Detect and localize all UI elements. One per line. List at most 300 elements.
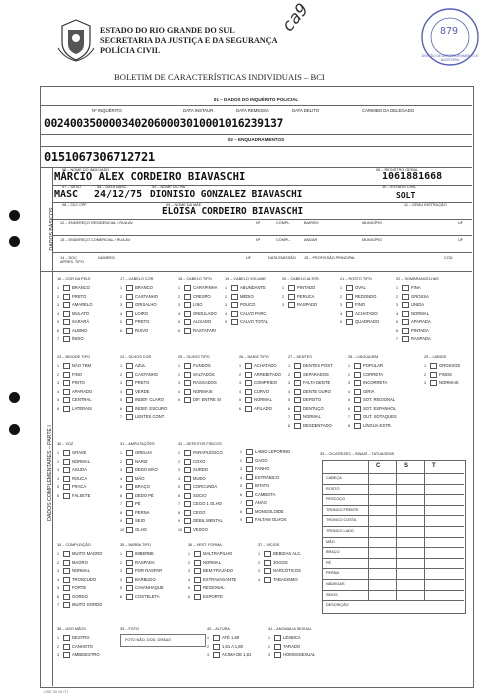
checkbox-option[interactable] — [225, 318, 268, 327]
checkbox[interactable] — [184, 450, 191, 456]
checkbox-option[interactable] — [57, 593, 102, 602]
checkbox[interactable] — [246, 474, 253, 480]
checkbox[interactable] — [63, 397, 70, 403]
checkbox-option[interactable] — [120, 550, 164, 559]
checkbox-option[interactable] — [178, 458, 223, 467]
checkbox-option[interactable] — [178, 362, 221, 371]
checkbox[interactable] — [126, 294, 133, 300]
checkbox-option[interactable] — [120, 301, 158, 310]
checkbox-option[interactable] — [178, 371, 221, 380]
checkbox[interactable] — [126, 459, 133, 465]
checkbox-option[interactable] — [120, 500, 158, 509]
checkbox[interactable] — [63, 476, 70, 482]
checkbox[interactable] — [126, 414, 133, 420]
sexo-value[interactable]: MASC — [54, 189, 79, 200]
checkbox-option[interactable] — [57, 293, 92, 302]
checkbox-option[interactable] — [57, 634, 100, 643]
checkbox-option[interactable] — [396, 335, 439, 344]
checkbox[interactable] — [430, 380, 437, 386]
checkbox-option[interactable] — [207, 634, 251, 643]
checkbox[interactable] — [63, 602, 70, 608]
checkbox-option[interactable] — [57, 643, 100, 652]
checkbox-option[interactable] — [239, 362, 281, 371]
checkbox[interactable] — [231, 302, 238, 308]
checkbox-option[interactable] — [225, 310, 268, 319]
checkbox-option[interactable] — [57, 362, 92, 371]
checkbox[interactable] — [245, 389, 252, 395]
checkbox-option[interactable] — [57, 492, 90, 501]
checkbox-option[interactable] — [57, 379, 92, 388]
checkbox[interactable] — [184, 372, 191, 378]
checkbox[interactable] — [126, 594, 133, 600]
checkbox-option[interactable] — [120, 310, 158, 319]
checkbox[interactable] — [402, 302, 409, 308]
checkbox-option[interactable] — [268, 643, 315, 652]
checkbox-option[interactable] — [178, 517, 223, 526]
checkbox-option[interactable] — [57, 475, 90, 484]
checkbox-option[interactable] — [396, 318, 439, 327]
checkbox-option[interactable] — [340, 284, 379, 293]
checkbox[interactable] — [184, 476, 191, 482]
checkbox[interactable] — [126, 389, 133, 395]
checkbox[interactable] — [354, 363, 361, 369]
checkbox-option[interactable] — [120, 327, 158, 336]
checkbox-option[interactable] — [120, 584, 164, 593]
checkbox[interactable] — [264, 551, 271, 557]
checkbox-option[interactable] — [178, 327, 217, 336]
checkbox-option[interactable] — [225, 301, 268, 310]
checkbox[interactable] — [126, 372, 133, 378]
checkbox-option[interactable] — [120, 593, 164, 602]
checkbox-option[interactable] — [57, 458, 90, 467]
checkbox-option[interactable] — [120, 483, 158, 492]
checkbox-option[interactable] — [424, 362, 460, 371]
checkbox-option[interactable] — [396, 301, 439, 310]
checkbox-option[interactable] — [240, 448, 290, 457]
checkbox-option[interactable] — [282, 284, 320, 293]
checkbox[interactable] — [126, 311, 133, 317]
checkbox[interactable] — [264, 560, 271, 566]
checkbox[interactable] — [126, 476, 133, 482]
checkbox-option[interactable] — [348, 371, 397, 380]
checkbox[interactable] — [245, 380, 252, 386]
checkbox[interactable] — [294, 380, 301, 386]
checkbox[interactable] — [63, 319, 70, 325]
checkbox[interactable] — [231, 294, 238, 300]
checkbox[interactable] — [430, 363, 437, 369]
checkbox[interactable] — [184, 328, 191, 334]
checkbox-option[interactable] — [282, 301, 320, 310]
checkbox[interactable] — [184, 389, 191, 395]
checkbox-option[interactable] — [178, 492, 223, 501]
checkbox-option[interactable] — [340, 318, 379, 327]
checkbox-option[interactable] — [240, 457, 290, 466]
checkbox[interactable] — [63, 302, 70, 308]
checkbox-option[interactable] — [340, 301, 379, 310]
checkbox[interactable] — [63, 450, 70, 456]
checkbox-option[interactable] — [240, 482, 290, 491]
checkbox[interactable] — [274, 644, 281, 650]
checkbox[interactable] — [246, 466, 253, 472]
checkbox[interactable] — [354, 406, 361, 412]
checkbox[interactable] — [126, 585, 133, 591]
checkbox[interactable] — [194, 585, 201, 591]
checkbox[interactable] — [63, 652, 70, 658]
checkbox-option[interactable] — [348, 379, 397, 388]
checkbox-option[interactable] — [188, 576, 236, 585]
checkbox-option[interactable] — [288, 396, 333, 405]
checkbox[interactable] — [184, 467, 191, 473]
checkbox-option[interactable] — [396, 293, 439, 302]
checkbox[interactable] — [213, 652, 220, 658]
checkbox-option[interactable] — [57, 584, 102, 593]
checkbox-option[interactable] — [178, 500, 223, 509]
g39-field[interactable]: FOTO NÃO, DOD. GRÁAO — [120, 634, 206, 646]
checkbox-option[interactable] — [288, 362, 333, 371]
checkbox-option[interactable] — [288, 388, 333, 397]
checkbox-option[interactable] — [120, 492, 158, 501]
checkbox-option[interactable] — [57, 327, 92, 336]
checkbox-option[interactable] — [57, 388, 92, 397]
checkbox-option[interactable] — [57, 576, 102, 585]
checkbox[interactable] — [63, 336, 70, 342]
checkbox[interactable] — [231, 311, 238, 317]
checkbox-option[interactable] — [57, 550, 102, 559]
checkbox[interactable] — [354, 380, 361, 386]
checkbox[interactable] — [246, 449, 253, 455]
checkbox[interactable] — [63, 294, 70, 300]
checkbox-option[interactable] — [57, 335, 92, 344]
checkbox[interactable] — [402, 336, 409, 342]
checkbox-option[interactable] — [57, 405, 92, 414]
checkbox-option[interactable] — [282, 293, 320, 302]
checkbox[interactable] — [184, 302, 191, 308]
checkbox[interactable] — [264, 568, 271, 574]
checkbox[interactable] — [194, 560, 201, 566]
checkbox-option[interactable] — [268, 651, 315, 660]
checkbox[interactable] — [402, 285, 409, 291]
checkbox[interactable] — [245, 397, 252, 403]
checkbox[interactable] — [126, 467, 133, 473]
checkbox[interactable] — [288, 294, 295, 300]
checkbox-option[interactable] — [188, 567, 236, 576]
checkbox-option[interactable] — [120, 318, 158, 327]
checkbox[interactable] — [184, 363, 191, 369]
checkbox[interactable] — [63, 380, 70, 386]
checkbox-option[interactable] — [178, 318, 217, 327]
checkbox-option[interactable] — [258, 550, 301, 559]
checkbox-option[interactable] — [207, 651, 251, 660]
checkbox[interactable] — [126, 302, 133, 308]
checkbox[interactable] — [63, 635, 70, 641]
checkbox-option[interactable] — [178, 449, 223, 458]
checkbox[interactable] — [346, 302, 353, 308]
checkbox[interactable] — [63, 285, 70, 291]
checkbox[interactable] — [246, 491, 253, 497]
checkbox[interactable] — [126, 518, 133, 524]
checkbox-option[interactable] — [57, 284, 92, 293]
inquerito-handwritten[interactable]: 0024003500003402060003010001016239137 — [44, 116, 283, 130]
checkbox[interactable] — [126, 577, 133, 583]
checkbox[interactable] — [402, 311, 409, 317]
checkbox[interactable] — [354, 397, 361, 403]
checkbox[interactable] — [63, 484, 70, 490]
checkbox[interactable] — [126, 397, 133, 403]
checkbox[interactable] — [63, 644, 70, 650]
checkbox-option[interactable] — [178, 310, 217, 319]
checkbox[interactable] — [354, 372, 361, 378]
checkbox[interactable] — [126, 285, 133, 291]
checkbox-option[interactable] — [178, 388, 221, 397]
checkbox-option[interactable] — [396, 310, 439, 319]
checkbox[interactable] — [63, 493, 70, 499]
checkbox[interactable] — [126, 510, 133, 516]
checkbox[interactable] — [245, 363, 252, 369]
checkbox[interactable] — [246, 517, 253, 523]
checkbox[interactable] — [346, 285, 353, 291]
checkbox-option[interactable] — [57, 318, 92, 327]
checkbox[interactable] — [126, 560, 133, 566]
checkbox[interactable] — [246, 457, 253, 463]
checkbox[interactable] — [354, 389, 361, 395]
checkbox[interactable] — [194, 568, 201, 574]
enquadramento-value[interactable]: 0151067306712721 — [44, 150, 155, 164]
checkbox-option[interactable] — [348, 388, 397, 397]
nasc-value[interactable]: 24/12/75 — [94, 189, 143, 200]
checkbox-option[interactable] — [348, 362, 397, 371]
checkbox[interactable] — [63, 551, 70, 557]
checkbox-option[interactable] — [348, 422, 397, 431]
checkbox[interactable] — [294, 423, 301, 429]
checkbox-option[interactable] — [396, 284, 439, 293]
checkbox-option[interactable] — [178, 475, 223, 484]
checkbox[interactable] — [354, 423, 361, 429]
checkbox[interactable] — [63, 406, 70, 412]
checkbox[interactable] — [402, 328, 409, 334]
checkbox-option[interactable] — [239, 388, 281, 397]
checkbox[interactable] — [402, 319, 409, 325]
checkbox-option[interactable] — [178, 526, 223, 535]
checkbox-option[interactable] — [239, 379, 281, 388]
checkbox-option[interactable] — [178, 396, 221, 405]
checkbox[interactable] — [63, 311, 70, 317]
checkbox-option[interactable] — [57, 310, 92, 319]
checkbox-option[interactable] — [288, 405, 333, 414]
checkbox-option[interactable] — [188, 559, 236, 568]
checkbox[interactable] — [346, 294, 353, 300]
checkbox-option[interactable] — [424, 379, 460, 388]
checkbox-option[interactable] — [225, 293, 268, 302]
checkbox[interactable] — [184, 285, 191, 291]
checkbox[interactable] — [288, 302, 295, 308]
checkbox-option[interactable] — [258, 567, 301, 576]
checkbox[interactable] — [294, 363, 301, 369]
checkbox[interactable] — [184, 294, 191, 300]
checkbox-option[interactable] — [57, 483, 90, 492]
checkbox[interactable] — [184, 484, 191, 490]
checkbox-option[interactable] — [57, 601, 102, 610]
checkbox-option[interactable] — [178, 379, 221, 388]
checkbox-option[interactable] — [57, 396, 92, 405]
checkbox-option[interactable] — [120, 449, 158, 458]
checkbox-option[interactable] — [178, 466, 223, 475]
checkbox-option[interactable] — [348, 396, 397, 405]
checkbox[interactable] — [126, 551, 133, 557]
checkbox[interactable] — [126, 484, 133, 490]
checkbox[interactable] — [63, 363, 70, 369]
checkbox[interactable] — [126, 406, 133, 412]
checkbox[interactable] — [246, 508, 253, 514]
checkbox[interactable] — [184, 311, 191, 317]
checkbox-option[interactable] — [348, 413, 397, 422]
checkbox-option[interactable] — [120, 466, 158, 475]
checkbox[interactable] — [63, 577, 70, 583]
checkbox-option[interactable] — [340, 293, 379, 302]
checkbox-option[interactable] — [120, 371, 167, 380]
checkbox[interactable] — [63, 560, 70, 566]
checkbox-option[interactable] — [225, 284, 268, 293]
checkbox[interactable] — [213, 644, 220, 650]
checkbox[interactable] — [126, 493, 133, 499]
checkbox-option[interactable] — [188, 593, 236, 602]
checkbox[interactable] — [126, 568, 133, 574]
checkbox-option[interactable] — [120, 517, 158, 526]
checkbox-option[interactable] — [240, 474, 290, 483]
checkbox-option[interactable] — [57, 466, 90, 475]
checkbox-option[interactable] — [120, 388, 167, 397]
checkbox[interactable] — [184, 459, 191, 465]
checkbox[interactable] — [63, 389, 70, 395]
checkbox-option[interactable] — [120, 509, 158, 518]
checkbox-option[interactable] — [120, 379, 167, 388]
checkbox[interactable] — [288, 285, 295, 291]
checkbox[interactable] — [245, 372, 252, 378]
checkbox-option[interactable] — [240, 516, 290, 525]
checkbox[interactable] — [184, 380, 191, 386]
checkbox[interactable] — [184, 510, 191, 516]
checkbox-option[interactable] — [239, 396, 281, 405]
checkbox[interactable] — [184, 518, 191, 524]
checkbox-option[interactable] — [258, 576, 301, 585]
checkbox-option[interactable] — [120, 526, 158, 535]
checkbox-option[interactable] — [188, 550, 236, 559]
checkbox-option[interactable] — [57, 651, 100, 660]
checkbox[interactable] — [63, 585, 70, 591]
checkbox[interactable] — [294, 397, 301, 403]
checkbox-option[interactable] — [239, 405, 281, 414]
checkbox-option[interactable] — [120, 576, 164, 585]
checkbox[interactable] — [346, 319, 353, 325]
checkbox-option[interactable] — [120, 567, 164, 576]
checkbox-option[interactable] — [57, 371, 92, 380]
checkbox[interactable] — [126, 450, 133, 456]
checkbox[interactable] — [294, 372, 301, 378]
checkbox-option[interactable] — [239, 371, 281, 380]
checkbox-option[interactable] — [340, 310, 379, 319]
checkbox-option[interactable] — [57, 567, 102, 576]
checkbox-option[interactable] — [258, 559, 301, 568]
checkbox-option[interactable] — [120, 284, 158, 293]
checkbox-option[interactable] — [288, 413, 333, 422]
checkbox[interactable] — [126, 328, 133, 334]
checkbox[interactable] — [274, 635, 281, 641]
checkbox[interactable] — [354, 414, 361, 420]
checkbox-option[interactable] — [288, 379, 333, 388]
checkbox[interactable] — [63, 568, 70, 574]
checkbox[interactable] — [184, 397, 191, 403]
checkbox-option[interactable] — [178, 293, 217, 302]
checkbox-option[interactable] — [57, 449, 90, 458]
checkbox-option[interactable] — [396, 327, 439, 336]
checkbox-option[interactable] — [268, 634, 315, 643]
checkbox-option[interactable] — [120, 559, 164, 568]
checkbox-option[interactable] — [240, 499, 290, 508]
checkbox-option[interactable] — [178, 301, 217, 310]
checkbox-option[interactable] — [207, 643, 251, 652]
checkbox-option[interactable] — [120, 413, 167, 422]
checkbox[interactable] — [63, 594, 70, 600]
checkbox[interactable] — [126, 380, 133, 386]
checkbox-option[interactable] — [57, 301, 92, 310]
checkbox[interactable] — [63, 372, 70, 378]
checkbox[interactable] — [294, 406, 301, 412]
checkbox-option[interactable] — [288, 371, 333, 380]
checkbox[interactable] — [213, 635, 220, 641]
checkbox[interactable] — [184, 501, 191, 507]
checkbox-option[interactable] — [57, 559, 102, 568]
checkbox[interactable] — [194, 594, 201, 600]
checkbox[interactable] — [184, 319, 191, 325]
checkbox[interactable] — [63, 328, 70, 334]
checkbox[interactable] — [126, 527, 133, 533]
pai-value[interactable]: DIONISIO GONZALEZ BIAVASCHI — [150, 189, 303, 200]
checkbox-option[interactable] — [120, 362, 167, 371]
checkbox[interactable] — [264, 577, 271, 583]
checkbox[interactable] — [194, 551, 201, 557]
rg-value[interactable]: 1061881668 — [382, 171, 443, 182]
checkbox[interactable] — [126, 501, 133, 507]
checkbox[interactable] — [194, 577, 201, 583]
checkbox[interactable] — [126, 319, 133, 325]
mae-value[interactable]: ELOISA CORDEIRO BIAVASCHI — [162, 206, 304, 217]
checkbox-option[interactable] — [120, 405, 167, 414]
checkbox[interactable] — [63, 467, 70, 473]
checkbox-option[interactable] — [424, 371, 460, 380]
civil-value[interactable]: SOLT — [396, 191, 416, 200]
checkbox[interactable] — [184, 527, 191, 533]
checkbox[interactable] — [294, 414, 301, 420]
checkbox[interactable] — [246, 500, 253, 506]
checkbox-option[interactable] — [120, 475, 158, 484]
checkbox-option[interactable] — [178, 509, 223, 518]
checkbox-option[interactable] — [348, 405, 397, 414]
checkbox[interactable] — [346, 311, 353, 317]
checkbox-option[interactable] — [240, 508, 290, 517]
checkbox[interactable] — [274, 652, 281, 658]
checkbox-option[interactable] — [178, 483, 223, 492]
checkbox-option[interactable] — [240, 491, 290, 500]
checkbox-option[interactable] — [240, 465, 290, 474]
checkbox[interactable] — [63, 459, 70, 465]
checkbox[interactable] — [231, 319, 238, 325]
checkbox-option[interactable] — [288, 422, 333, 431]
checkbox-option[interactable] — [120, 458, 158, 467]
checkbox[interactable] — [294, 389, 301, 395]
checkbox[interactable] — [231, 285, 238, 291]
checkbox[interactable] — [246, 483, 253, 489]
checkbox[interactable] — [430, 372, 437, 378]
nome-value[interactable]: MÁRCIO ALEX CORDEIRO BIAVASCHI — [54, 171, 246, 183]
